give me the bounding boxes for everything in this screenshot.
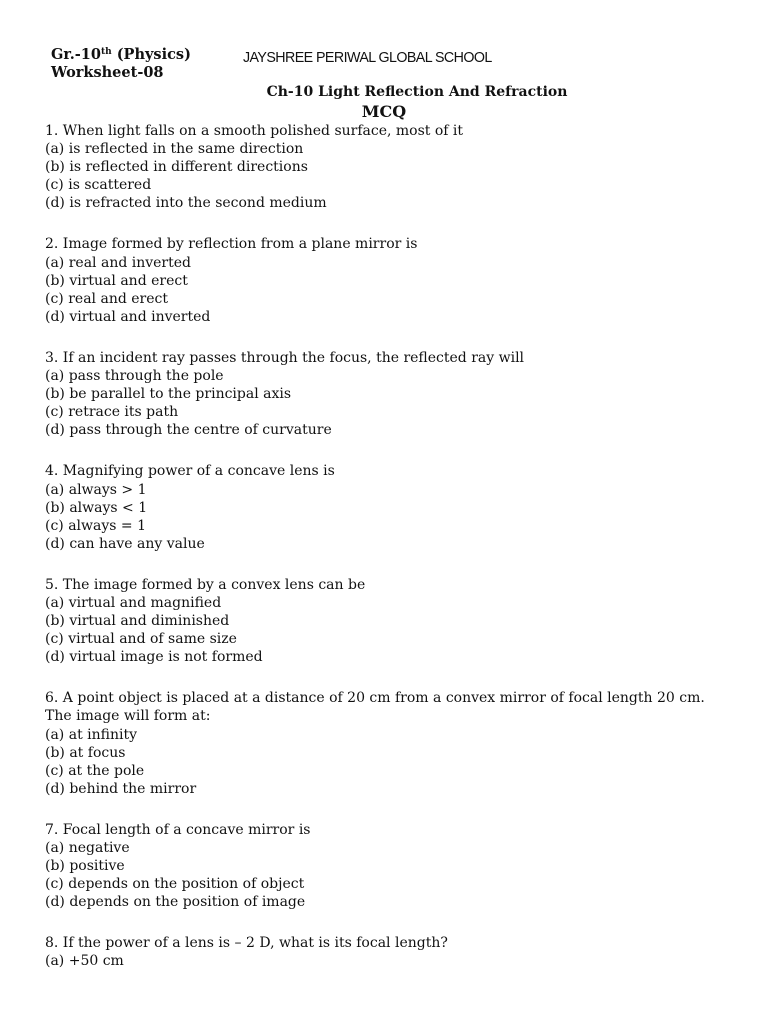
answer-option: (d) virtual image is not formed	[45, 649, 263, 666]
question-text: 3. If an incident ray passes through the focus, the reflected ray will	[45, 349, 525, 366]
worksheet-number: Worksheet-08	[51, 64, 164, 81]
question-4	[45, 462, 735, 552]
question-5	[45, 576, 735, 666]
answer-option: (d) virtual and inverted	[45, 308, 211, 325]
answer-option: (b) be parallel to the principal axis	[45, 386, 292, 403]
answer-option: (c) retrace its path	[45, 404, 179, 421]
answer-option: (a) at infinity	[45, 726, 138, 743]
question-8	[45, 934, 735, 970]
question-text: 2. Image formed by reflection from a plane mirror is	[45, 236, 418, 253]
answer-option: (d) depends on the position of image	[45, 894, 306, 911]
question-text: 6. A point object is placed at a distance of 20 cm from a convex mirror of focal length 20 cm. The image will form at:	[45, 690, 705, 725]
answer-option: (c) at the pole	[45, 762, 145, 779]
answer-option: (b) is reflected in different directions	[45, 159, 308, 176]
answer-option: (a) is reflected in the same direction	[45, 141, 304, 158]
question-1	[45, 122, 735, 212]
answer-option: (a) real and inverted	[45, 254, 192, 271]
chapter-title: Ch-10 Light Reflection And Refraction	[266, 84, 568, 100]
answer-option: (b) always < 1	[45, 499, 148, 516]
grade-subject: Gr.-10th (Physics)	[51, 46, 191, 63]
question-text: 1. When light falls on a smooth polished surface, most of it	[45, 123, 464, 139]
answer-option: (d) behind the mirror	[45, 780, 197, 797]
question-text: 5. The image formed by a convex lens can be	[45, 576, 366, 593]
answer-option: (b) at focus	[45, 744, 126, 761]
question-3	[45, 349, 735, 439]
answer-option: (d) can have any value	[45, 535, 205, 552]
answer-option: (b) positive	[45, 858, 125, 875]
answer-option: (c) virtual and of same size	[45, 631, 237, 648]
answer-option: (c) is scattered	[45, 177, 152, 194]
answer-option: (d) is refracted into the second medium	[45, 195, 327, 212]
question-text: 8. If the power of a lens is – 2 D, what is its focal length?	[45, 935, 448, 952]
answer-option: (d) pass through the centre of curvature	[45, 422, 332, 439]
question-text: 4. Magnifying power of a concave lens is	[45, 463, 335, 480]
answer-option: (c) real and erect	[45, 290, 168, 307]
answer-option: (b) virtual and diminished	[45, 613, 230, 630]
answer-option: (b) virtual and erect	[45, 272, 188, 289]
answer-option: (c) always = 1	[45, 517, 147, 534]
question-2	[45, 235, 735, 325]
school-name: JAYSHREE PERIWAL GLOBAL SCHOOL	[243, 49, 492, 66]
answer-option: (a) +50 cm	[45, 953, 124, 970]
answer-option: (a) always > 1	[45, 481, 147, 498]
question-6	[45, 689, 735, 798]
answer-option: (a) virtual and magnified	[45, 594, 222, 611]
section-title: MCQ	[361, 102, 407, 121]
answer-option: (c) depends on the position of object	[45, 876, 305, 893]
answer-option: (a) pass through the pole	[45, 368, 224, 385]
question-list	[45, 122, 735, 994]
answer-option: (a) negative	[45, 840, 130, 856]
question-7	[45, 821, 735, 911]
question-text: 7. Focal length of a concave mirror is	[45, 821, 311, 838]
worksheet-header	[51, 46, 191, 82]
grade-superscript: th	[100, 47, 112, 57]
